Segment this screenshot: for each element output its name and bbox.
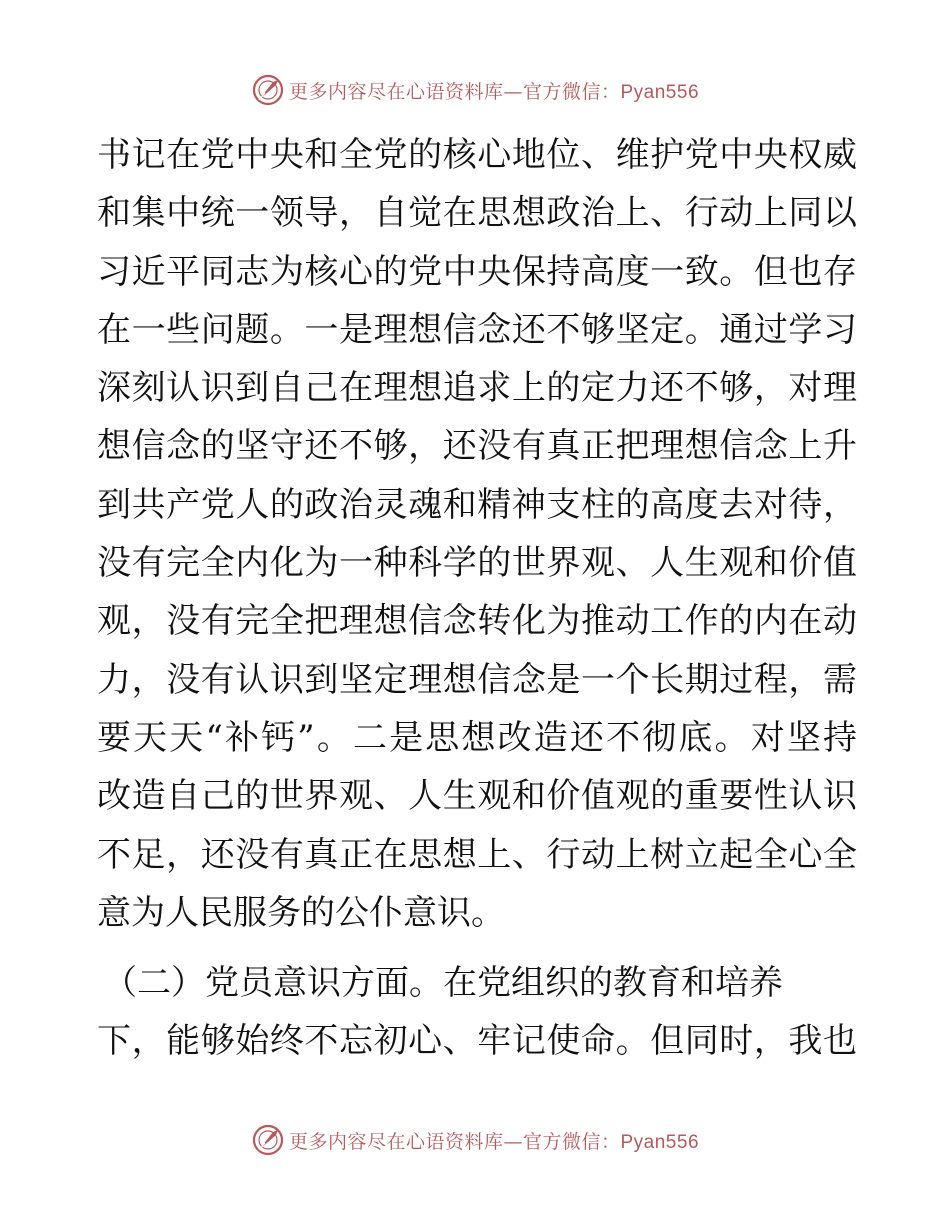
text-line: 习近平同志为核心的党中央保持高度一致。但也存 [97, 251, 857, 292]
text-line: 想信念的坚守还不够，还没有真正把理想信念上升 [97, 426, 857, 467]
header-banner-text: 更多内容尽在心语资料库—官方微信：Pyan556 [288, 80, 700, 103]
text-line: 力，没有认识到坚定理想信念是一个长期过程，需 [97, 659, 857, 700]
text-line: 到共产党人的政治灵魂和精神支柱的高度去对待， [97, 484, 857, 525]
footer-banner-text: 更多内容尽在心语资料库—官方微信：Pyan556 [288, 1130, 700, 1153]
text-line: 书记在党中央和全党的核心地位、维护党中央权威 [97, 135, 857, 175]
text-line: 深刻认识到自己在理想追求上的定力还不够，对理 [97, 368, 857, 409]
text-line: 下，能够始终不忘初心、牢记使命。但同时，我也 [97, 1021, 857, 1062]
text-line: 在一些问题。一是理想信念还不够坚定。通过学习 [97, 309, 857, 350]
text-line: 要天天“补钙”。二是思想改造还不彻底。对坚持 [97, 717, 857, 758]
text-line: 观，没有完全把理想信念转化为推动工作的内在动 [97, 601, 857, 642]
paragraph-1 [97, 126, 857, 942]
document-body [97, 126, 857, 1071]
header-banner [0, 70, 950, 110]
text-line: 改造自己的世界观、人生观和价值观的重要性认识 [97, 776, 857, 817]
quill-pen-logo-icon [251, 73, 285, 107]
text-line: 没有完全内化为一种科学的世界观、人生观和价值 [97, 543, 857, 584]
text-line: 意为人民服务的公仆意识。 [97, 892, 505, 933]
text-line: 和集中统一领导，自觉在思想政治上、行动上同以 [97, 193, 857, 234]
section-heading-line: （二）党员意识方面。在党组织的教育和培养 [103, 963, 783, 1004]
paragraph-2 [97, 954, 857, 1071]
quill-pen-logo-icon [251, 1123, 285, 1157]
footer-banner [0, 1120, 950, 1160]
text-line: 不足，还没有真正在思想上、行动上树立起全心全 [97, 834, 857, 875]
